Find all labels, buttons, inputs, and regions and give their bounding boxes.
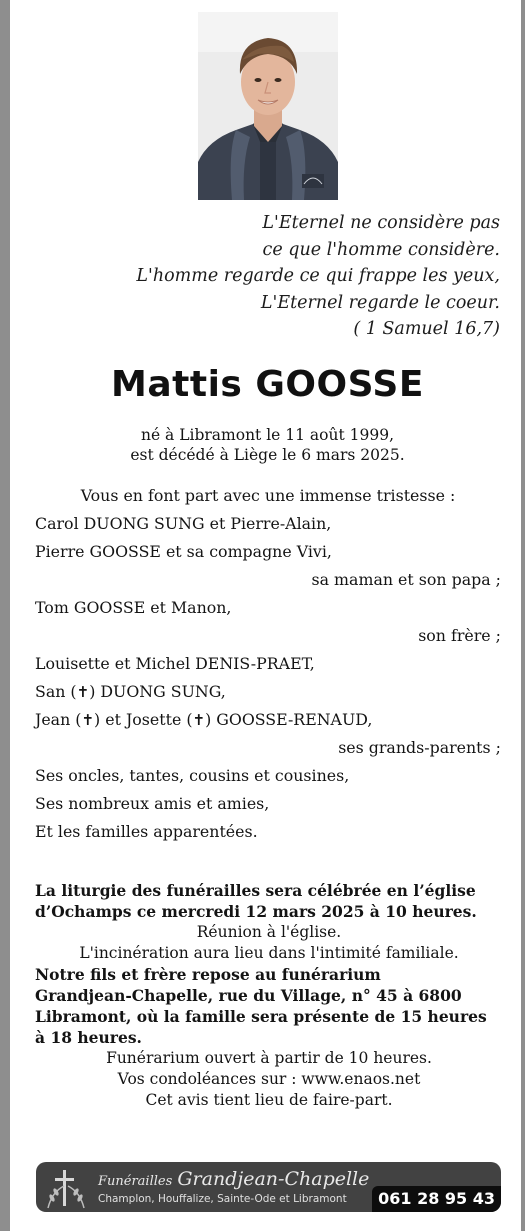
left-frame-bar — [0, 0, 10, 1231]
family-role: ses grands-parents ; — [338, 738, 501, 757]
meeting-text: Réunion à l'église. — [196, 923, 342, 941]
quote-reference: ( 1 Samuel 16,7) — [353, 319, 500, 339]
family-member: Ses oncles, tantes, cousins et cousines, — [35, 766, 350, 785]
cremation-text: L'incinération aura lieu dans l'intimité familiale. — [79, 944, 459, 962]
phone-number[interactable]: 061 28 95 43 — [372, 1186, 501, 1212]
opening-text: Funérarium ouvert à partir de 10 heures. — [106, 1049, 432, 1067]
text-part: ) GOOSSE-RENAUD, — [205, 710, 373, 729]
portrait-photo — [198, 12, 338, 200]
family-role: son frère ; — [418, 626, 501, 645]
funeral-home-name — [98, 1168, 369, 1190]
text-part: San ( — [35, 682, 77, 701]
brand-name: Grandjean-Chapelle — [177, 1168, 370, 1190]
funeral-home-banner — [36, 1162, 501, 1212]
birth-line: né à Libramont le 11 août 1999, — [140, 426, 395, 444]
rest-text: à 18 heures. — [35, 1028, 142, 1047]
condolences-text: Vos condoléances sur : www.enaos.net — [117, 1070, 421, 1088]
family-member — [35, 706, 501, 734]
notice-text: Cet avis tient lieu de faire-part. — [145, 1091, 393, 1109]
quote-line: ce que l'homme considère. — [262, 239, 500, 260]
cross-icon: ✝ — [81, 711, 95, 729]
family-member — [35, 678, 501, 706]
rest-text: Libramont, où la famille sera présente de 15 heures — [35, 1007, 487, 1026]
wheat-cross-icon — [40, 1164, 92, 1210]
quote-line: L'Eternel ne considère pas — [262, 213, 500, 233]
cross-icon: ✝ — [76, 683, 90, 701]
birth-death-info — [0, 425, 525, 465]
right-frame-bar — [521, 0, 525, 1231]
cross-icon: ✝ — [192, 711, 206, 729]
funeral-home-locations: Champlon, Houffalize, Sainte-Ode et Libramont — [98, 1193, 347, 1205]
deceased-name: Mattis GOOSSE — [111, 364, 424, 405]
brand-prefix: Funérailles — [98, 1174, 173, 1189]
family-member: Pierre GOOSSE et sa compagne Vivi, — [35, 542, 332, 561]
text-part: ) et Josette ( — [94, 710, 193, 729]
text-part: ) DUONG SUNG, — [89, 682, 226, 701]
family-member: Carol DUONG SUNG et Pierre-Alain, — [35, 514, 332, 533]
death-line: est décédé à Liège le 6 mars 2025. — [130, 446, 405, 464]
family-member: Ses nombreux amis et amies, — [35, 794, 270, 813]
family-intro: Vous en font part avec une immense tristesse : — [80, 486, 456, 505]
liturgy-text: d’Ochamps ce mercredi 12 mars 2025 à 10 heures. — [35, 902, 477, 921]
rest-text: Notre fils et frère repose au funérarium — [35, 965, 381, 984]
family-member: Tom GOOSSE et Manon, — [35, 598, 232, 617]
ceremony-info — [35, 880, 503, 1111]
family-member: Et les familles apparentées. — [35, 822, 258, 841]
liturgy-text: La liturgie des funérailles sera célébrée en l’église — [35, 881, 476, 900]
bible-quote — [80, 210, 500, 343]
quote-line: L'homme regarde ce qui frappe les yeux, — [136, 266, 500, 286]
text-part: Jean ( — [35, 710, 82, 729]
quote-line: L'Eternel regarde le coeur. — [260, 292, 500, 313]
family-list — [35, 482, 501, 846]
rest-text: Grandjean-Chapelle, rue du Village, n° 45 à 6800 — [35, 986, 462, 1005]
family-member: Louisette et Michel DENIS-PRAET, — [35, 654, 315, 673]
family-role: sa maman et son papa ; — [311, 570, 501, 589]
